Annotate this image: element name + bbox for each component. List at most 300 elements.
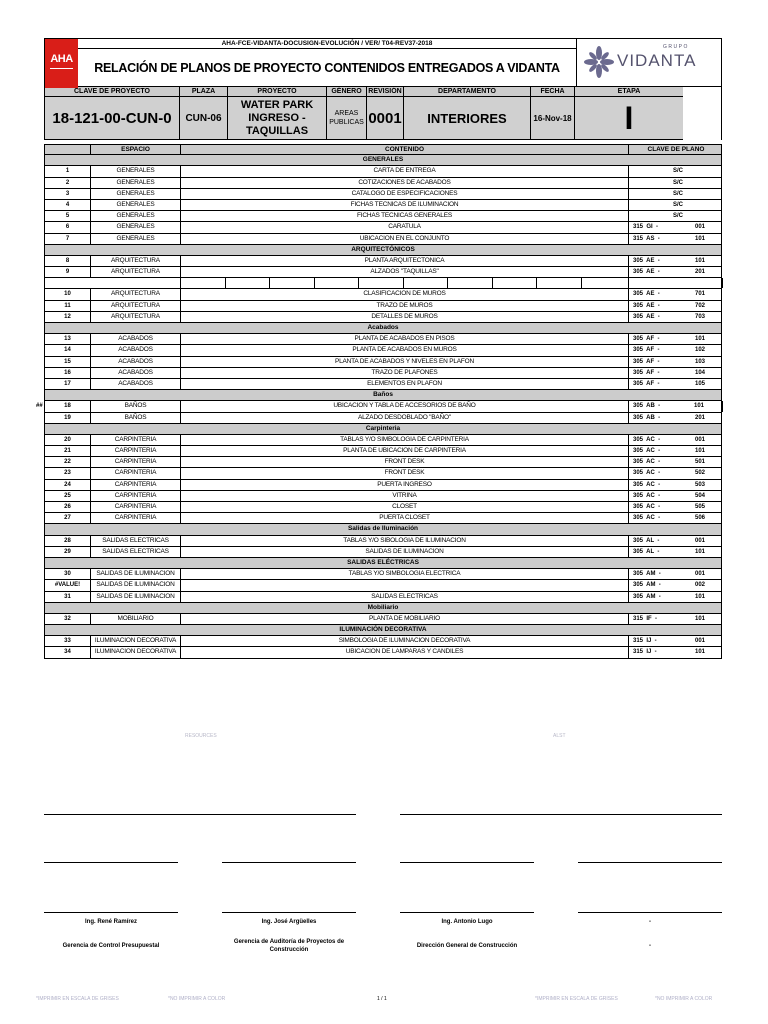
row-contenido: DETALLES DE MUROS bbox=[181, 312, 629, 322]
row-espacio: ACABADOS bbox=[91, 357, 181, 367]
row-clave bbox=[629, 547, 723, 557]
row-clave bbox=[629, 401, 723, 411]
row-clave-code: 315 IJ - bbox=[633, 649, 657, 656]
row-clave bbox=[629, 413, 723, 423]
table-row bbox=[45, 457, 721, 468]
row-clave-code: 315 IF - bbox=[633, 615, 658, 622]
row-contenido: PLANTA DE ACABADOS EN MUROS bbox=[181, 345, 629, 355]
row-clave-code: 305 AM - bbox=[633, 582, 661, 589]
project-info bbox=[44, 87, 722, 140]
row-contenido: FICHAS TECNICAS DE ILUMINACION bbox=[181, 200, 629, 210]
project-plaza: CUN-06 bbox=[180, 97, 228, 140]
row-clave bbox=[629, 502, 723, 512]
row-clave bbox=[629, 312, 723, 322]
table-row bbox=[45, 480, 721, 491]
row-clave-code: S/C bbox=[672, 190, 683, 197]
row-clave-code: 305 AM - bbox=[633, 593, 661, 600]
row-contenido: CLOSET bbox=[181, 502, 629, 512]
table-section-row: Salidas de Iluminación bbox=[45, 524, 721, 535]
table-row bbox=[45, 368, 721, 379]
table-row bbox=[45, 413, 721, 424]
row-clave-code: 305 AC - bbox=[633, 515, 661, 522]
row-number: 28 bbox=[45, 536, 91, 546]
footer-note-right-1: *IMPRIMIR EN ESCALA DE GRISES bbox=[535, 996, 618, 1002]
table-row bbox=[45, 446, 721, 457]
project-header-etapa: ETAPA bbox=[575, 87, 683, 97]
row-espacio: ARQUITECTURA bbox=[91, 289, 181, 299]
row-clave bbox=[629, 592, 723, 602]
row-clave bbox=[629, 256, 723, 266]
blank-cell bbox=[270, 278, 315, 288]
row-contenido: VITRINA bbox=[181, 491, 629, 501]
signature-line-5 bbox=[44, 912, 178, 913]
row-espacio: SALIDAS DE ILUMINACION bbox=[91, 580, 181, 590]
signature-line-top-right bbox=[400, 814, 722, 815]
row-clave-number: 102 bbox=[694, 347, 705, 354]
row-clave-code: 315 GI - bbox=[633, 224, 659, 231]
row-clave-number: 506 bbox=[694, 515, 705, 522]
row-clave bbox=[629, 200, 723, 210]
row-clave bbox=[629, 189, 723, 199]
table-blank-row bbox=[45, 278, 721, 289]
row-clave bbox=[629, 569, 723, 579]
row-espacio: MOBILIARIO bbox=[91, 614, 181, 624]
row-clave-number: 101 bbox=[694, 336, 705, 343]
row-espacio: ARQUITECTURA bbox=[91, 267, 181, 277]
blank-cell bbox=[629, 278, 723, 288]
table-row bbox=[45, 267, 721, 278]
row-espacio: ILUMINACION DECORATIVA bbox=[91, 636, 181, 646]
row-clave bbox=[629, 334, 723, 344]
table-header-clave: CLAVE DE PLANO bbox=[647, 146, 705, 153]
row-clave-number: 504 bbox=[694, 492, 705, 499]
signer-name-4: - bbox=[649, 919, 651, 925]
vidanta-star-icon bbox=[583, 45, 615, 79]
row-clave-number: 105 bbox=[694, 380, 705, 387]
row-contenido: UBICACION EN EL CONJUNTO bbox=[181, 234, 629, 244]
row-espacio: CARPINTERIA bbox=[91, 468, 181, 478]
project-clave: 18-121-00-CUN-0 bbox=[45, 97, 180, 140]
row-number: 2 bbox=[45, 178, 91, 188]
row-number: 22 bbox=[45, 457, 91, 467]
row-clave bbox=[629, 446, 723, 456]
row-espacio: GENERALES bbox=[91, 189, 181, 199]
row-contenido: CARTA DE ENTREGA bbox=[181, 166, 629, 176]
table-header-espacio: ESPACIO bbox=[91, 145, 181, 154]
row-espacio: BAÑOS bbox=[91, 413, 181, 423]
row-number: 1 bbox=[45, 166, 91, 176]
row-number: 6 bbox=[45, 222, 91, 232]
row-contenido: ELEMENTOS EN PLAFON bbox=[181, 379, 629, 389]
row-number: 20 bbox=[45, 435, 91, 445]
project-revision: 0001 bbox=[367, 97, 404, 140]
aha-logo-text: AHA bbox=[50, 53, 73, 65]
row-espacio: SALIDAS DE ILUMINACION bbox=[91, 569, 181, 579]
row-clave-number: 101 bbox=[693, 403, 704, 410]
row-espacio: ARQUITECTURA bbox=[91, 301, 181, 311]
row-clave-number: 101 bbox=[694, 593, 705, 600]
blank-cell bbox=[181, 278, 226, 288]
signature-line-8 bbox=[578, 912, 722, 913]
row-contenido: ALZADOS "TAQUILLAS" bbox=[181, 267, 629, 277]
blank-cell bbox=[359, 278, 404, 288]
row-contenido: PLANTA DE UBICACION DE CARPINTERIA bbox=[181, 446, 629, 456]
table-row bbox=[45, 502, 721, 513]
project-header-revision: REVISIÓN bbox=[367, 87, 404, 97]
table-row bbox=[45, 491, 721, 502]
row-clave bbox=[629, 513, 723, 523]
row-clave-number: 001 bbox=[694, 638, 705, 645]
row-clave bbox=[629, 345, 723, 355]
row-number: 7 bbox=[45, 234, 91, 244]
row-clave-code: 305 AL - bbox=[633, 537, 660, 544]
blank-cell bbox=[226, 278, 270, 288]
row-number: 3 bbox=[45, 189, 91, 199]
signature-line-1 bbox=[44, 862, 178, 863]
table-row bbox=[45, 334, 721, 345]
table-row bbox=[45, 166, 721, 177]
row-number: 25 bbox=[45, 491, 91, 501]
row-clave-number: 101 bbox=[694, 257, 705, 264]
row-contenido: PLANTA DE ACABADOS EN PISOS bbox=[181, 334, 629, 344]
row-contenido: ALZADO DESDOBLADO "BAÑO" bbox=[181, 413, 629, 423]
table-row bbox=[45, 345, 721, 356]
table-row bbox=[45, 592, 721, 603]
row-clave-code: 305 AC - bbox=[633, 504, 661, 510]
row-clave-code: 305 AL - bbox=[633, 548, 660, 555]
project-header-fecha: FECHA bbox=[531, 87, 575, 97]
footer-note-left-1: *IMPRIMIR EN ESCALA DE GRISES bbox=[36, 996, 119, 1002]
watermark-left: RESOURCES bbox=[185, 733, 217, 739]
row-number: 5 bbox=[45, 211, 91, 221]
signature-line-6 bbox=[222, 912, 356, 913]
project-header-genero: GÉNERO bbox=[327, 87, 367, 97]
row-clave-code: 305 AF - bbox=[633, 358, 660, 365]
page-number: 1 / 1 bbox=[377, 996, 387, 1002]
table-row bbox=[45, 614, 721, 625]
row-clave bbox=[629, 614, 723, 624]
row-clave-number: 001 bbox=[694, 537, 705, 544]
aha-logo bbox=[45, 39, 78, 88]
row-number: #VALUE! bbox=[45, 580, 91, 590]
project-genero: AREAS PUBLICAS bbox=[327, 97, 367, 140]
row-number: 26 bbox=[45, 502, 91, 512]
row-clave-code: 305 AC - bbox=[633, 448, 661, 455]
row-espacio: BAÑOS bbox=[91, 401, 181, 411]
table-section-row: ILUMINACIÓN DECORATIVA bbox=[45, 625, 721, 636]
table-section-row: ARQUITECTÓNICOS bbox=[45, 245, 721, 256]
row-clave bbox=[629, 357, 723, 367]
row-contenido: UBICACION DE LAMPARAS Y CANDILES bbox=[181, 647, 629, 657]
row-number: 31 bbox=[45, 592, 91, 602]
row-clave bbox=[629, 267, 723, 277]
row-number: 23 bbox=[45, 468, 91, 478]
signature-line-2 bbox=[222, 862, 356, 863]
row-clave bbox=[629, 211, 723, 221]
row-clave-code: 305 AB - bbox=[633, 414, 661, 421]
table-row bbox=[45, 312, 721, 323]
row-number: 4 bbox=[45, 200, 91, 210]
project-header-proyecto: PROYECTO bbox=[228, 87, 327, 97]
row-number: 14 bbox=[45, 345, 91, 355]
row-clave-code: 305 AB - bbox=[633, 403, 661, 410]
signature-line-7 bbox=[400, 912, 534, 913]
row-clave-number: 104 bbox=[694, 369, 705, 376]
row-clave-code: 305 AE - bbox=[633, 313, 660, 320]
table-row bbox=[45, 200, 721, 211]
row-clave bbox=[629, 178, 723, 188]
row-side-mark: ## bbox=[36, 403, 43, 410]
row-contenido: FRONT DESK bbox=[181, 457, 629, 467]
signer-role-3: Dirección General de Construcción bbox=[416, 943, 518, 949]
blank-cell bbox=[582, 278, 629, 288]
row-contenido: TABLAS Y/O SIMBOLOGIA ELECTRICA bbox=[181, 569, 629, 579]
row-espacio: CARPINTERIA bbox=[91, 446, 181, 456]
row-contenido: TABLAS Y/O SIBOLOGIA DE ILUMINACION bbox=[181, 536, 629, 546]
row-contenido: SALIDAS ELECTRICAS bbox=[181, 592, 629, 602]
row-clave-number: 702 bbox=[694, 302, 705, 309]
row-clave-number: 505 bbox=[694, 504, 705, 510]
row-contenido: PUERTA INGRESO bbox=[181, 480, 629, 490]
project-fecha: 16-Nov-18 bbox=[531, 97, 575, 140]
row-clave-number: 001 bbox=[694, 571, 705, 578]
table-row bbox=[45, 435, 721, 446]
row-clave bbox=[629, 222, 723, 232]
row-number: 10 bbox=[45, 289, 91, 299]
row-contenido: UBICACION Y TABLA DE ACCESORIOS DE BAÑO bbox=[181, 401, 629, 411]
table-section-row: Carpinteria bbox=[45, 424, 721, 435]
row-clave-number: 501 bbox=[694, 459, 705, 466]
row-number: 27 bbox=[45, 513, 91, 523]
row-clave bbox=[629, 536, 723, 546]
row-espacio: GENERALES bbox=[91, 200, 181, 210]
row-espacio: ACABADOS bbox=[91, 334, 181, 344]
project-header-clave: CLAVE DE PROYECTO bbox=[45, 87, 180, 97]
table-row bbox=[45, 547, 721, 558]
blank-cell bbox=[448, 278, 493, 288]
row-clave-number: 201 bbox=[694, 269, 705, 276]
row-number: 8 bbox=[45, 256, 91, 266]
row-contenido: TRAZO DE MUROS bbox=[181, 301, 629, 311]
table-header-contenido: CONTENIDO bbox=[181, 145, 629, 154]
table-section-row: SALIDAS ELÉCTRICAS bbox=[45, 558, 721, 569]
row-espacio: ARQUITECTURA bbox=[91, 312, 181, 322]
row-clave-code: 305 AE - bbox=[633, 302, 660, 309]
table-row bbox=[45, 647, 721, 658]
table-row bbox=[45, 222, 721, 233]
row-contenido: CATALOGO DE ESPECIFICACIONES bbox=[181, 189, 629, 199]
blank-cell bbox=[45, 278, 91, 288]
row-clave bbox=[629, 435, 723, 445]
row-clave bbox=[629, 368, 723, 378]
row-clave-code: 305 AC - bbox=[633, 436, 661, 443]
document-sheet bbox=[36, 38, 722, 659]
row-clave-code: 315 AS - bbox=[633, 235, 660, 242]
project-header-departamento: DEPARTAMENTO bbox=[404, 87, 531, 97]
row-number: 29 bbox=[45, 547, 91, 557]
plans-table bbox=[36, 144, 722, 659]
row-espacio: GENERALES bbox=[91, 211, 181, 221]
row-contenido: TRAZO DE PLAFONES bbox=[181, 368, 629, 378]
row-clave-number: 001 bbox=[694, 436, 705, 443]
row-number: 21 bbox=[45, 446, 91, 456]
row-clave-code: S/C bbox=[672, 179, 683, 186]
document-title: RELACIÓN DE PLANOS DE PROYECTO CONTENIDOS ENTREGADOS A VIDANTA bbox=[94, 61, 560, 75]
row-espacio: CARPINTERIA bbox=[91, 502, 181, 512]
row-number: 33 bbox=[45, 636, 91, 646]
table-row bbox=[45, 379, 721, 390]
row-number: 30 bbox=[45, 569, 91, 579]
row-espacio: SALIDAS ELECTRICAS bbox=[91, 547, 181, 557]
table-row bbox=[45, 357, 721, 368]
row-contenido: CARATULA bbox=[181, 222, 629, 232]
row-clave-code: 305 AC - bbox=[633, 470, 661, 477]
table-header-row bbox=[45, 144, 721, 155]
row-number: 9 bbox=[45, 267, 91, 277]
project-etapa: I bbox=[575, 97, 683, 140]
row-espacio: CARPINTERIA bbox=[91, 457, 181, 467]
row-clave-number: 201 bbox=[694, 414, 705, 421]
vidanta-grupo-label: GRUPO bbox=[663, 44, 689, 50]
row-contenido: COTIZACIONES DE ACABADOS bbox=[181, 178, 629, 188]
table-row bbox=[45, 178, 721, 189]
vidanta-brand-label: VIDANTA bbox=[617, 51, 697, 70]
table-row bbox=[45, 569, 721, 580]
table-row bbox=[45, 536, 721, 547]
project-name: WATER PARK INGRESO - TAQUILLAS bbox=[228, 97, 327, 140]
row-contenido: SIMBOLOGIA DE ILUMINACION DECORATIVA bbox=[181, 636, 629, 646]
row-clave bbox=[629, 480, 723, 490]
row-clave-code: 305 AF - bbox=[633, 336, 660, 343]
table-section-row: Baños bbox=[45, 390, 721, 401]
signer-role-1: Gerencia de Control Presupuestal bbox=[62, 943, 160, 949]
signer-name-3: Ing. Antonio Lugo bbox=[441, 919, 493, 925]
row-number: 19 bbox=[45, 413, 91, 423]
row-contenido: TABLAS Y/O SIMBOLOGIA DE CARPINTERIA bbox=[181, 435, 629, 445]
table-row bbox=[45, 580, 721, 591]
row-contenido: PLANTA DE ACABADOS Y NIVELES EN PLAFON bbox=[181, 357, 629, 367]
row-contenido: PUERTA CLOSET bbox=[181, 513, 629, 523]
table-row bbox=[45, 189, 721, 200]
signer-role-2: Gerencia de Auditoría de Proyectos de Construcción bbox=[233, 939, 345, 953]
row-clave-number: 101 bbox=[694, 235, 705, 242]
row-contenido: SALIDAS DE ILUMINACION bbox=[181, 547, 629, 557]
row-clave-code: 305 AM - bbox=[633, 571, 661, 578]
row-espacio: GENERALES bbox=[91, 166, 181, 176]
table-section-row: GENERALES bbox=[45, 155, 721, 166]
blank-cell bbox=[493, 278, 537, 288]
row-clave bbox=[629, 289, 723, 299]
table-row bbox=[45, 256, 721, 267]
blank-cell bbox=[537, 278, 582, 288]
row-clave-number: 101 bbox=[694, 548, 705, 555]
footer-note-right-2: *NO IMPRIMIR A COLOR bbox=[655, 996, 713, 1002]
row-espacio: ACABADOS bbox=[91, 368, 181, 378]
row-clave-number: 101 bbox=[694, 649, 705, 656]
row-clave bbox=[629, 468, 723, 478]
row-number: 18 bbox=[45, 401, 91, 411]
row-clave-code: 305 AF - bbox=[633, 369, 660, 376]
row-clave bbox=[629, 491, 723, 501]
row-clave bbox=[629, 647, 723, 657]
row-espacio: CARPINTERIA bbox=[91, 435, 181, 445]
row-clave-code: 305 AE - bbox=[633, 269, 660, 276]
row-number: 32 bbox=[45, 614, 91, 624]
row-espacio: CARPINTERIA bbox=[91, 491, 181, 501]
row-clave-code: 305 AF - bbox=[633, 380, 660, 387]
row-espacio: GENERALES bbox=[91, 234, 181, 244]
row-espacio: SALIDAS ELECTRICAS bbox=[91, 536, 181, 546]
row-clave-code: S/C bbox=[672, 201, 683, 208]
watermark-right: ALST bbox=[553, 733, 566, 739]
project-header-plaza: PLAZA bbox=[180, 87, 228, 97]
row-clave-number: 703 bbox=[694, 313, 705, 320]
row-contenido: CLASIFICACION DE MUROS bbox=[181, 289, 629, 299]
row-clave-code: 315 IJ - bbox=[633, 638, 657, 645]
row-clave-number: 502 bbox=[694, 470, 705, 477]
blank-cell bbox=[404, 278, 448, 288]
row-contenido: FICHAS TECNICAS GENERALES bbox=[181, 211, 629, 221]
table-row bbox=[36, 401, 721, 412]
row-clave bbox=[629, 379, 723, 389]
row-clave-code: 305 AE - bbox=[633, 257, 660, 264]
document-header bbox=[44, 38, 722, 87]
row-contenido: PLANTA DE MOBILIARIO bbox=[181, 614, 629, 624]
row-clave bbox=[629, 580, 723, 590]
row-contenido bbox=[181, 580, 629, 590]
table-row bbox=[45, 513, 721, 524]
row-number: 11 bbox=[45, 301, 91, 311]
row-clave-number: 503 bbox=[694, 481, 705, 488]
row-number: 13 bbox=[45, 334, 91, 344]
signer-name-1: Ing. René Ramírez bbox=[84, 919, 137, 925]
table-row bbox=[45, 234, 721, 245]
row-contenido: FRONT DESK bbox=[181, 468, 629, 478]
row-espacio: ACABADOS bbox=[91, 345, 181, 355]
row-espacio: GENERALES bbox=[91, 222, 181, 232]
row-clave bbox=[629, 636, 723, 646]
row-clave-number: 001 bbox=[694, 224, 705, 231]
table-row bbox=[45, 289, 721, 300]
table-header-num bbox=[45, 145, 91, 154]
row-espacio: CARPINTERIA bbox=[91, 480, 181, 490]
table-row bbox=[45, 211, 721, 222]
table-row bbox=[45, 468, 721, 479]
row-clave bbox=[629, 166, 723, 176]
row-clave-code: S/C bbox=[672, 168, 683, 175]
row-clave bbox=[629, 234, 723, 244]
signature-line-top-left bbox=[44, 814, 356, 815]
row-espacio: GENERALES bbox=[91, 178, 181, 188]
row-espacio: SALIDAS DE ILUMINACION bbox=[91, 592, 181, 602]
table-section-row: Acabados bbox=[45, 323, 721, 334]
row-clave-code: 305 AF - bbox=[633, 347, 660, 354]
vidanta-logo bbox=[576, 39, 722, 86]
footer-note-left-2: *NO IMPRIMIR A COLOR bbox=[168, 996, 226, 1002]
row-espacio: ILUMINACION DECORATIVA bbox=[91, 647, 181, 657]
row-espacio: ACABADOS bbox=[91, 379, 181, 389]
project-departamento: INTERIORES bbox=[404, 97, 531, 140]
document-reference: AHA-FCE-VIDANTA-DOCUSIGN-EVOLUCIÓN / VER/ T04-REV37-2018 bbox=[78, 39, 576, 49]
row-clave-number: 101 bbox=[694, 448, 705, 455]
row-clave-code: 305 AC - bbox=[633, 492, 661, 499]
row-clave-number: 103 bbox=[694, 358, 705, 365]
row-clave-code: 305 AC - bbox=[633, 459, 661, 466]
row-number: 24 bbox=[45, 480, 91, 490]
row-clave bbox=[629, 301, 723, 311]
row-number: 15 bbox=[45, 357, 91, 367]
signature-line-3 bbox=[400, 862, 534, 863]
